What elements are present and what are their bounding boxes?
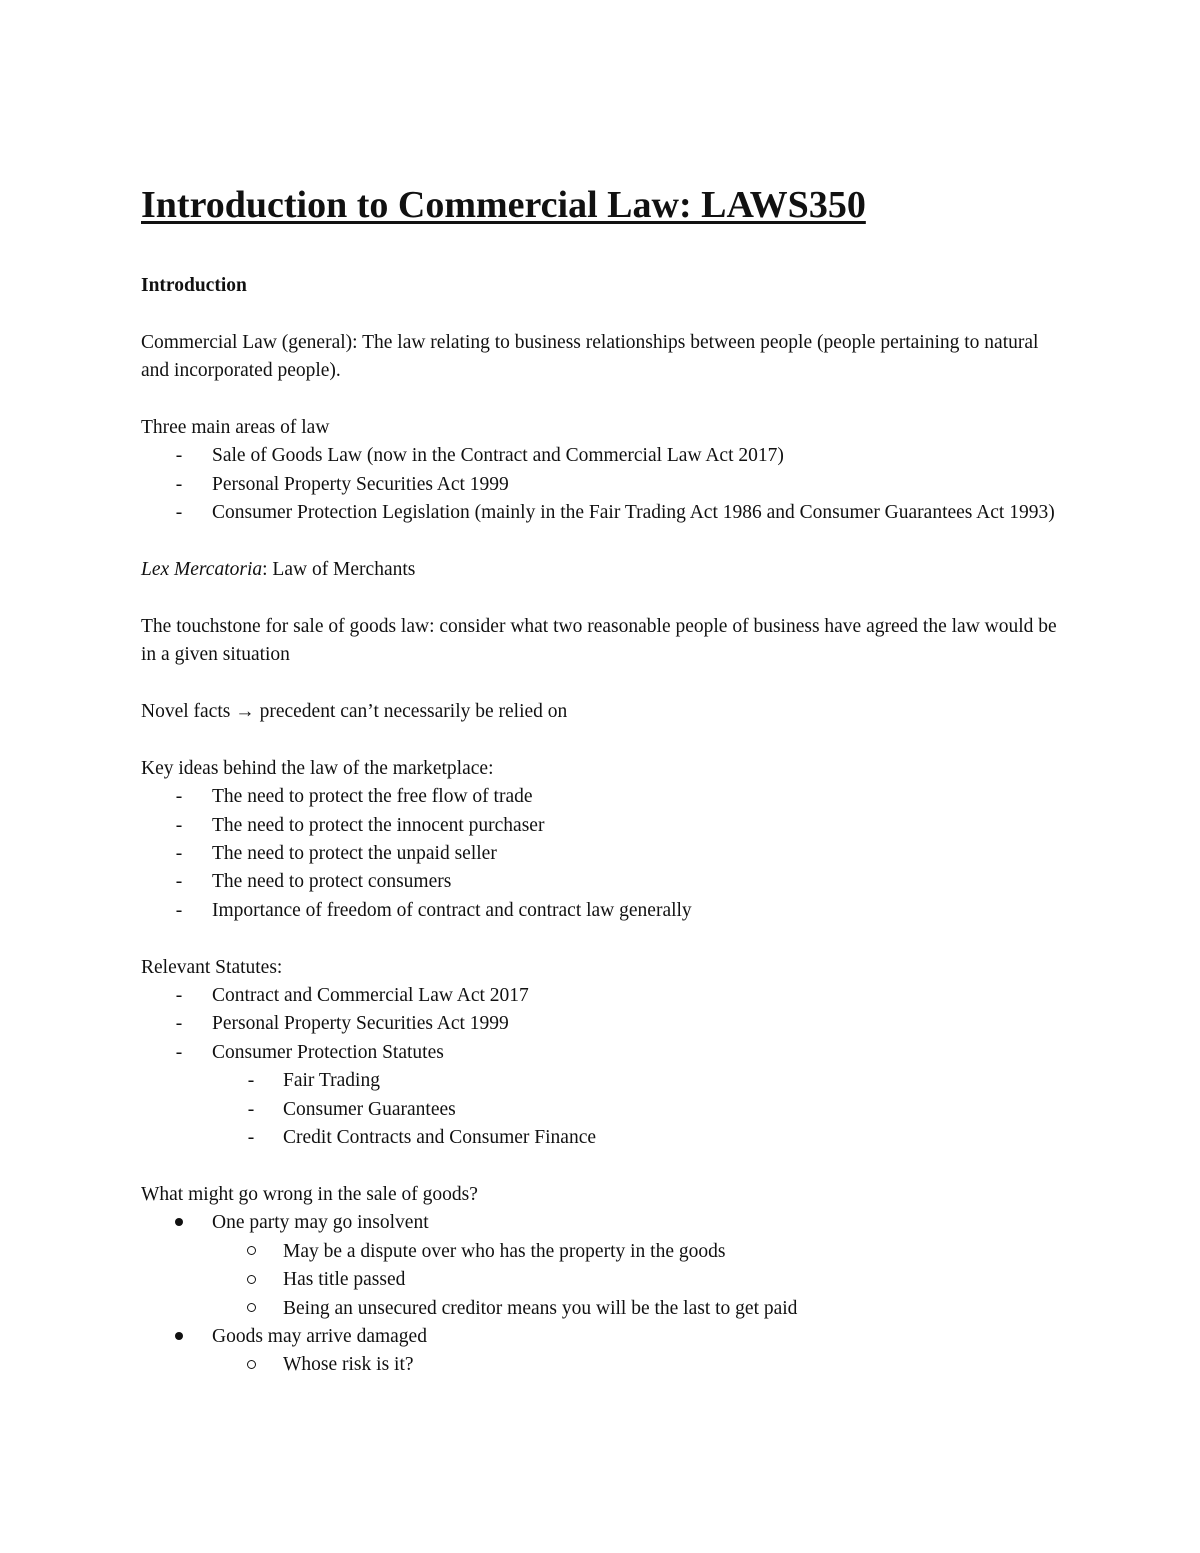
dash-marker: - — [175, 1041, 183, 1063]
lex-rest: : Law of Merchants — [262, 559, 416, 581]
list-item — [141, 1209, 1071, 1237]
list-item-text: One party may go insolvent — [212, 1212, 429, 1234]
dash-marker: - — [247, 1127, 255, 1149]
list-item — [141, 1010, 1071, 1038]
sub-list-item — [141, 1351, 1071, 1379]
list-item — [141, 868, 1071, 896]
novel-facts-line: Novel facts → precedent can’t necessarily be relied on — [141, 701, 568, 723]
list-item-text: Personal Property Securities Act 1999 — [212, 1013, 509, 1035]
dash-marker: - — [247, 1070, 255, 1092]
wrong-intro: What might go wrong in the sale of goods? — [141, 1183, 478, 1205]
statutes-list — [141, 982, 1071, 1152]
hollow-bullet-icon — [241, 1351, 261, 1379]
sub-list-item — [141, 1295, 1071, 1323]
list-item-text: Sale of Goods Law (now in the Contract and Commercial Law Act 2017) — [212, 445, 784, 467]
dash-marker: - — [175, 843, 183, 865]
list-item-text: Consumer Guarantees — [283, 1098, 456, 1120]
dash-marker: - — [175, 814, 183, 836]
list-item-text: Goods may arrive damaged — [212, 1325, 427, 1347]
list-item-text: Consumer Protection Legislation (mainly in the Fair Trading Act 1986 and Consumer Guarantees Act 1993) — [212, 502, 1055, 524]
list-item — [141, 783, 1071, 811]
document-body — [141, 178, 1071, 1380]
statutes-intro: Relevant Statutes: — [141, 956, 283, 978]
list-item-text: May be a dispute over who has the property in the goods — [283, 1240, 726, 1262]
hollow-bullet-icon — [241, 1266, 261, 1294]
dash-marker: - — [175, 502, 183, 524]
sub-list-item — [141, 1266, 1071, 1294]
list-item — [141, 499, 1071, 527]
dash-marker: - — [175, 445, 183, 467]
bullet-icon — [169, 1323, 189, 1351]
dash-marker: - — [175, 786, 183, 808]
lex-term: Lex Mercatoria — [141, 559, 263, 581]
touchstone-paragraph: The touchstone for sale of goods law: consider what two reasonable people of business have agreed the law would be in a given situation — [141, 615, 1057, 666]
list-item — [141, 897, 1071, 925]
list-item-text: The need to protect consumers — [212, 871, 452, 893]
hollow-bullet-icon — [241, 1295, 261, 1323]
list-item-text: The need to protect the unpaid seller — [212, 843, 497, 865]
sub-list-item — [141, 1096, 1071, 1124]
dash-marker: - — [175, 1013, 183, 1035]
bullet-icon — [169, 1209, 189, 1237]
dash-marker: - — [175, 473, 183, 495]
key-ideas-intro: Key ideas behind the law of the marketplace: — [141, 757, 494, 779]
list-item — [141, 471, 1071, 499]
wrong-list — [141, 1209, 1071, 1379]
areas-intro: Three main areas of law — [141, 417, 330, 438]
list-item-text: Being an unsecured creditor means you will be the last to get paid — [283, 1297, 798, 1319]
dash-marker: - — [247, 1098, 255, 1120]
list-item-text: Personal Property Securities Act 1999 — [212, 473, 509, 495]
sub-list-item — [141, 1067, 1071, 1095]
list-item-text: Credit Contracts and Consumer Finance — [283, 1127, 597, 1149]
lex-mercatoria-line — [141, 556, 1071, 584]
list-item-text: Fair Trading — [283, 1070, 380, 1092]
sub-list-item — [141, 1238, 1071, 1266]
list-item — [141, 1323, 1071, 1351]
list-item — [141, 1039, 1071, 1067]
list-item — [141, 840, 1071, 868]
list-item-text: Whose risk is it? — [283, 1354, 414, 1376]
list-item-text: Contract and Commercial Law Act 2017 — [212, 985, 529, 1007]
dash-marker: - — [175, 871, 183, 893]
list-item — [141, 982, 1071, 1010]
dash-marker: - — [175, 899, 183, 921]
key-ideas-list — [141, 783, 1071, 925]
list-item — [141, 442, 1071, 470]
sub-list-item — [141, 1124, 1071, 1152]
list-item-text: The need to protect the free flow of trade — [212, 786, 533, 808]
section-heading: Introduction — [141, 275, 247, 296]
list-item — [141, 812, 1071, 840]
document-title: Introduction to Commercial Law: LAWS350 — [141, 184, 866, 226]
definition-paragraph: Commercial Law (general): The law relating to business relationships between people (people pertaining to natural and incorporated people). — [141, 331, 1039, 382]
areas-list — [141, 442, 1071, 527]
list-item-text: Importance of freedom of contract and contract law generally — [212, 899, 692, 921]
list-item-text: Has title passed — [283, 1269, 406, 1291]
hollow-bullet-icon — [241, 1238, 261, 1266]
dash-marker: - — [175, 985, 183, 1007]
list-item-text: The need to protect the innocent purchaser — [212, 814, 545, 836]
list-item-text: Consumer Protection Statutes — [212, 1041, 444, 1063]
